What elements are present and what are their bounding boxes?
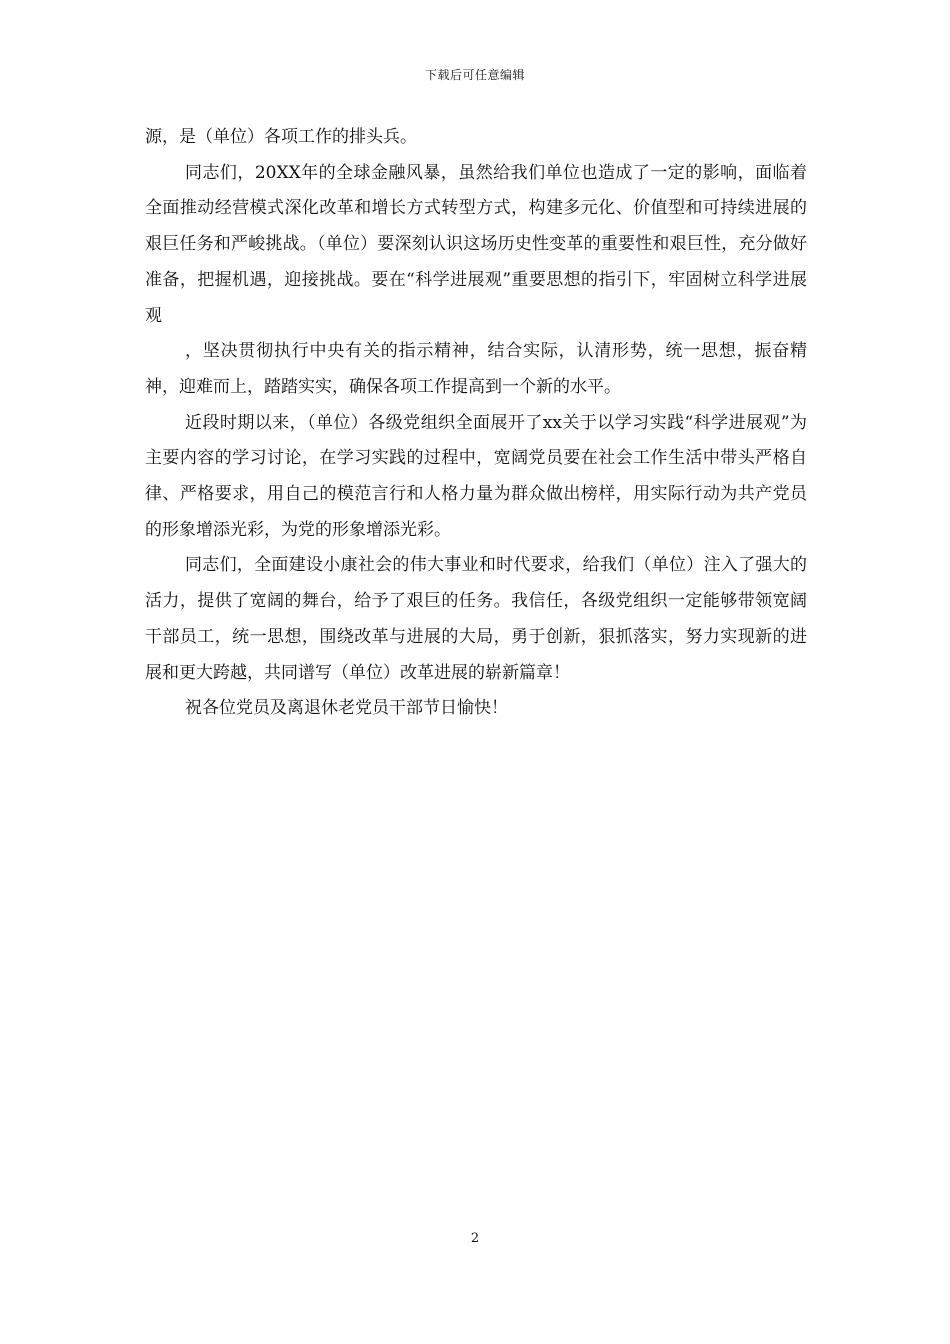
document-body [145,120,807,727]
body-paragraph: ，坚决贯彻执行中央有关的指示精神，结合实际，认清形势，统一思想，振奋精神，迎难而上，踏踏实实，确保各项工作提高到一个新的水平。 [145,341,807,397]
page-number: 2 [470,1231,480,1246]
body-paragraph: 源，是（单位）各项工作的排头兵。 [145,127,417,147]
body-paragraph: 近段时期以来，（单位）各级党组织全面展开了xx关于以学习实践“科学进展观”为主要内容的学习讨论，在学习实践的过程中，宽阔党员要在社会工作生活中带头严格自律、严格要求，用自己的模范言行和人格力量为群众做出榜样，用实际行动为共产党员的形象增添光彩，为党的形象增添光彩。 [145,412,807,540]
page-header: 下载后可任意编辑 [424,68,525,82]
body-paragraph: 同志们，全面建设小康社会的伟大事业和时代要求，给我们（单位）注入了强大的活力，提供了宽阔的舞台，给予了艰巨的任务。我信任，各级党组织一定能够带领宽阔干部员工，统一思想，围绕改革与进展的大局，勇于创新，狠抓落实，努力实现新的进展和更大跨越，共同谱写（单位）改革进展的崭新篇章！ [145,555,807,683]
body-paragraph: 祝各位党员及离退休老党员干部节日愉快！ [185,698,508,719]
body-paragraph: 同志们，20XX年的全球金融风暴，虽然给我们单位也造成了一定的影响，面临着全面推动经营模式深化改革和增长方式转型方式，构建多元化、价值型和可持续进展的艰巨任务和严峻挑战。（单位）要深刻认识这场历史性变革的重要性和艰巨性，充分做好准备，把握机遇，迎接挑战。要在“科学进展观”重要思想的指引下，牢固树立科学进展观 [145,162,807,326]
